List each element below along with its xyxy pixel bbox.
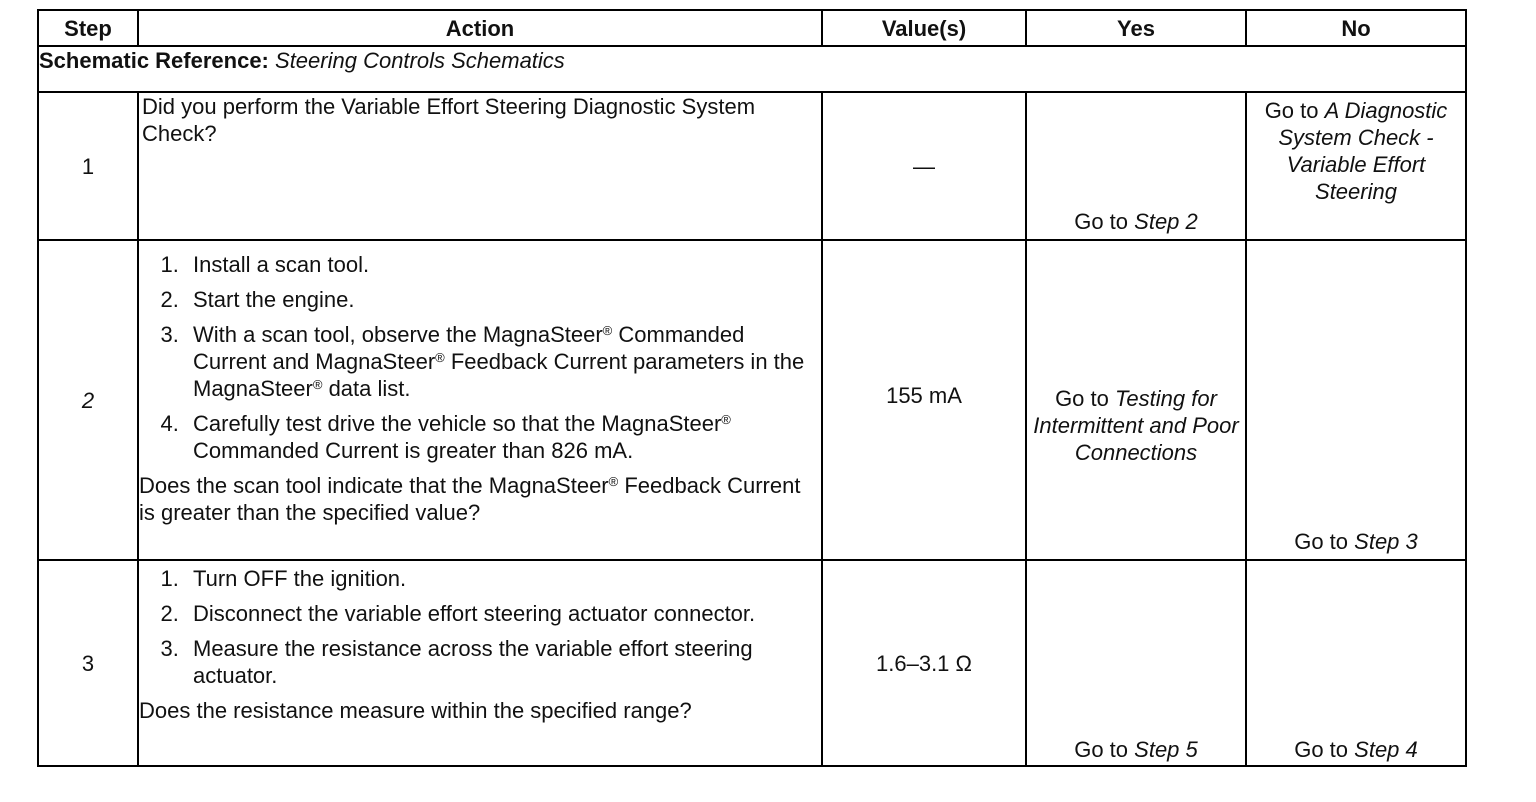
header-no: No <box>1246 10 1466 46</box>
header-values: Value(s) <box>822 10 1026 46</box>
schematic-reference-link: Steering Controls Schematics <box>275 48 565 73</box>
value-text: 1.6–3.1 Ω <box>876 650 972 676</box>
action-cell <box>138 240 822 560</box>
no-prefix: Go to <box>1264 98 1319 123</box>
value-cell <box>822 92 1026 240</box>
header-row <box>38 10 1466 46</box>
action-step: 3. With a scan tool, observe the MagnaSteer® Commanded Current and MagnaSteer® Feedback Current parameters in the MagnaSteer® data list. <box>185 321 821 402</box>
action-question: Does the resistance measure within the specified range? <box>139 698 692 723</box>
yes-target: Step 2 <box>1134 209 1198 234</box>
header-step: Step <box>38 10 138 46</box>
schematic-reference-row <box>38 46 1466 92</box>
action-steps-list <box>139 565 821 689</box>
action-step: 2. Start the engine. <box>185 286 821 313</box>
action-step: 3. Measure the resistance across the variable effort steering actuator. <box>185 635 821 689</box>
yes-prefix: Go to <box>1074 209 1129 234</box>
no-target: Step 3 <box>1354 529 1418 554</box>
table-row <box>38 560 1466 766</box>
value-text: 155 mA <box>886 382 962 408</box>
step-number: 3 <box>38 560 138 766</box>
table-row <box>38 92 1466 240</box>
yes-target: Testing for Intermittent and Poor Connections <box>1033 385 1239 465</box>
value-cell <box>822 560 1026 766</box>
yes-cell <box>1026 560 1246 766</box>
header-yes: Yes <box>1026 10 1246 46</box>
step-number: 1 <box>38 92 138 240</box>
no-prefix: Go to <box>1294 737 1349 762</box>
action-cell <box>138 92 822 240</box>
yes-target: Step 5 <box>1134 737 1198 762</box>
header-action: Action <box>138 10 822 46</box>
value-text: — <box>913 153 935 179</box>
value-cell <box>822 240 1026 560</box>
yes-cell <box>1026 240 1246 560</box>
action-step: 1. Turn OFF the ignition. <box>185 565 821 592</box>
yes-prefix: Go to <box>1074 737 1129 762</box>
yes-prefix: Go to <box>1055 385 1109 411</box>
no-cell <box>1246 92 1466 240</box>
action-steps-list <box>139 251 821 464</box>
no-prefix: Go to <box>1294 529 1349 554</box>
no-target: A Diagnostic System Check - Variable Effort Steering <box>1278 98 1448 204</box>
step-number: 2 <box>38 240 138 560</box>
table-row <box>38 240 1466 560</box>
schematic-reference <box>38 46 1466 92</box>
action-step: 2. Disconnect the variable effort steering actuator connector. <box>185 600 821 627</box>
action-cell <box>138 560 822 766</box>
action-question: Did you perform the Variable Effort Steering Diagnostic System Check? <box>142 94 756 146</box>
no-cell <box>1246 240 1466 560</box>
action-step: 1. Install a scan tool. <box>185 251 821 278</box>
no-cell <box>1246 560 1466 766</box>
no-target: Step 4 <box>1354 737 1418 762</box>
schematic-reference-label: Schematic Reference: <box>39 48 269 73</box>
action-question: Does the scan tool indicate that the MagnaSteer® Feedback Current is greater than the specified value? <box>139 473 801 525</box>
diagnostic-table <box>37 9 1467 767</box>
yes-cell <box>1026 92 1246 240</box>
action-step: 4. Carefully test drive the vehicle so that the MagnaSteer® Commanded Current is greater than 826 mA. <box>185 410 821 464</box>
